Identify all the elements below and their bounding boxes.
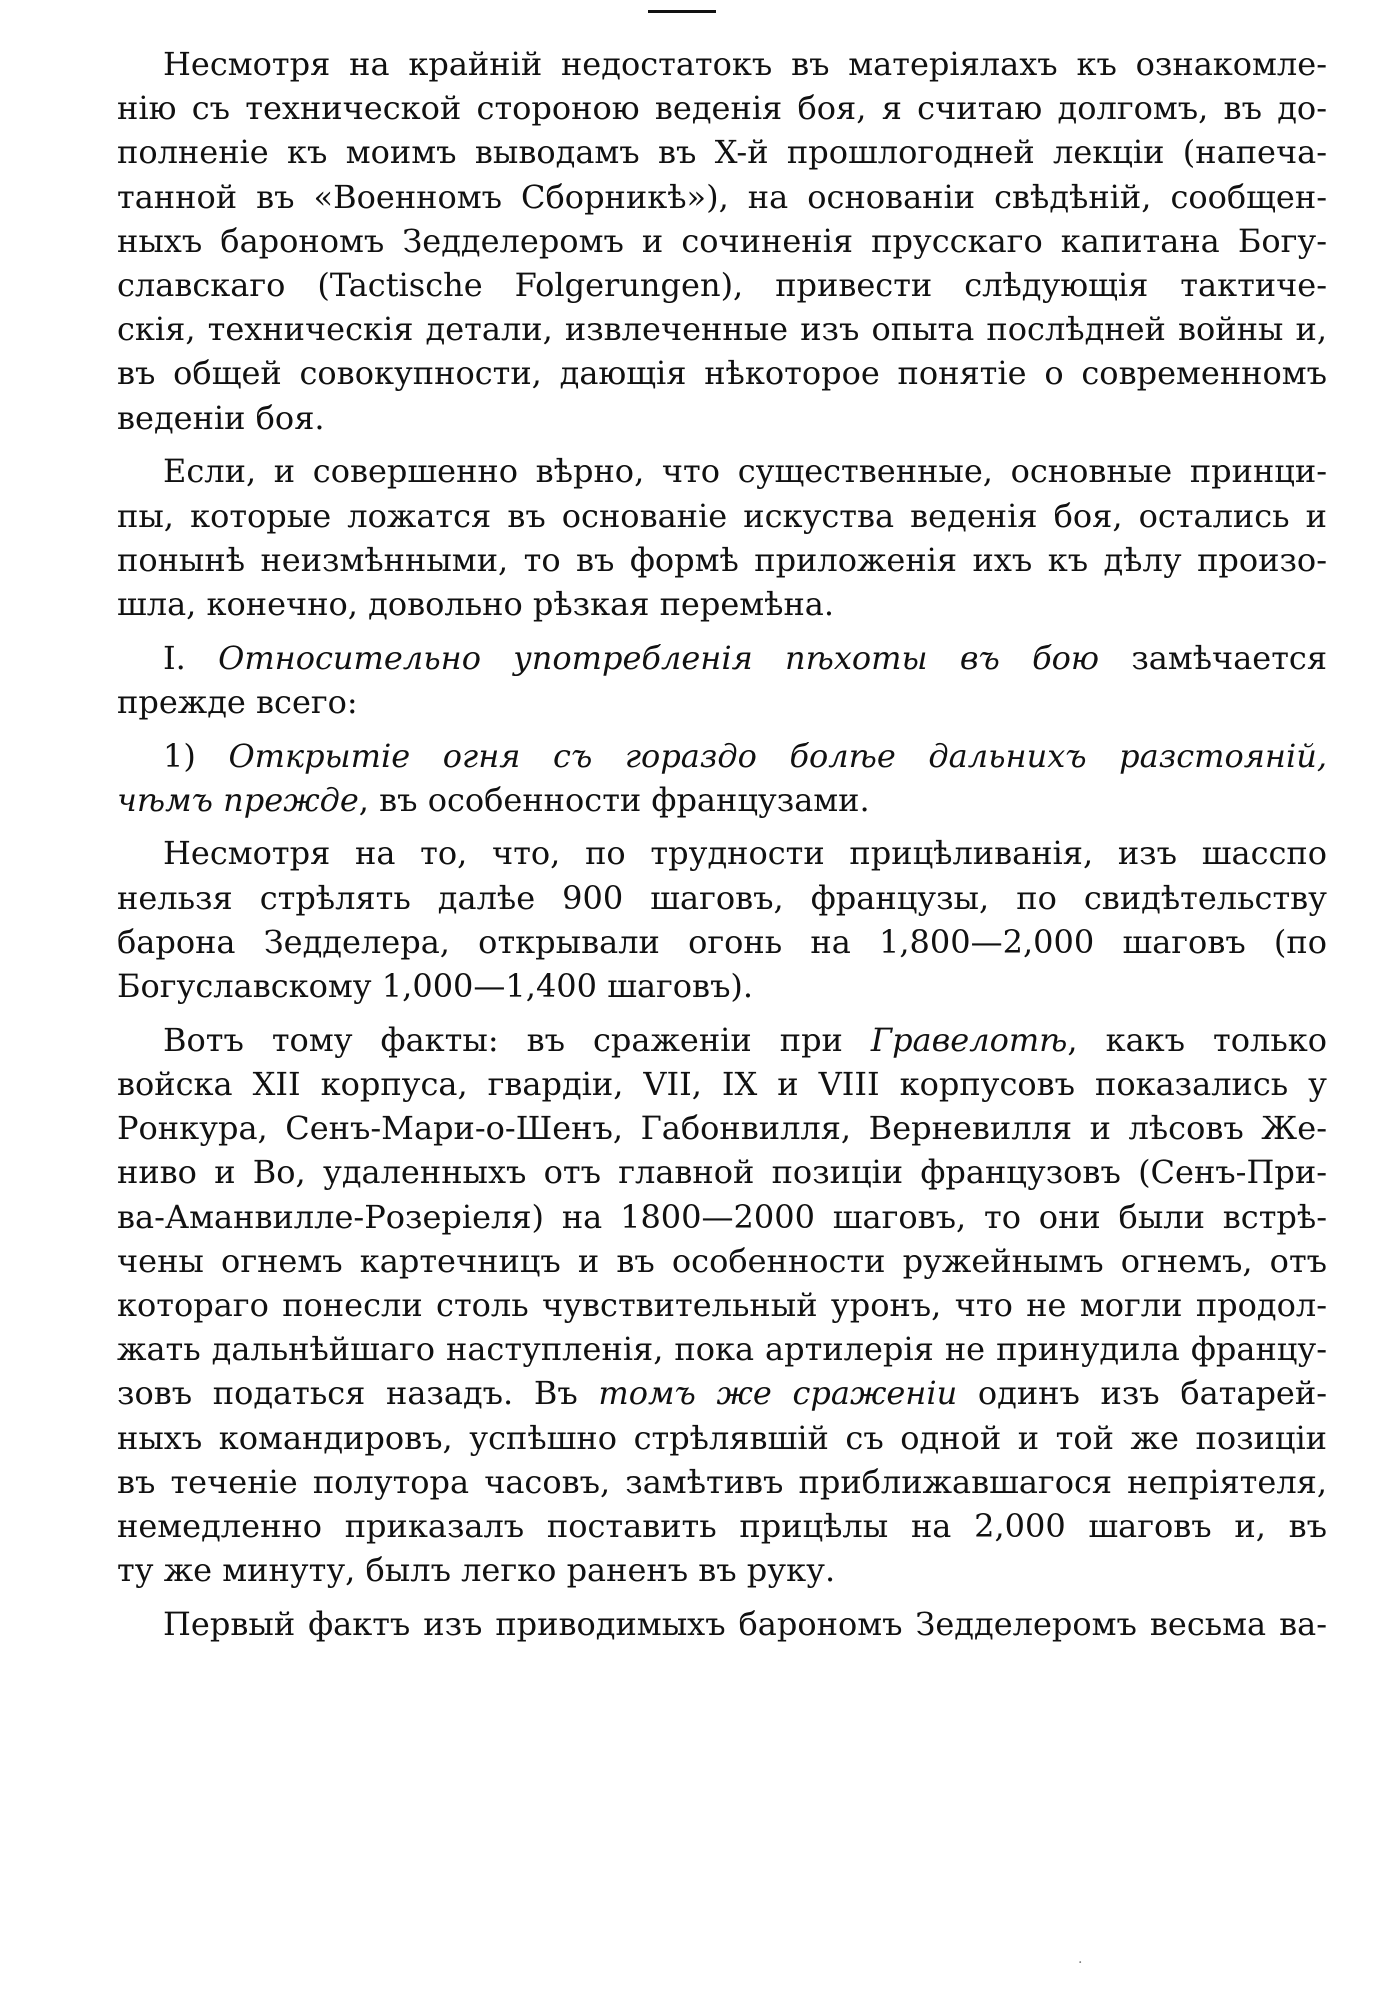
text-fragment: Вотъ тому факты: въ сраженіи при [163, 1020, 871, 1059]
paragraph-3 [117, 636, 1327, 724]
text-line [117, 636, 1327, 680]
text-line: славскаго (Tactische Folgerungen), привести слѣдующія тактиче- [117, 266, 1327, 305]
text-line: котораго понесли столь чувствительный уронъ, что не могли продол- [117, 1285, 1327, 1324]
text-line [117, 1371, 1327, 1415]
text-line: войска XII корпуса, гвардіи, VII, IX и VIII корпусовъ показались у [117, 1064, 1327, 1103]
paragraph-7 [117, 1602, 1327, 1646]
text-line: пы, которые ложатся въ основаніе искуства веденія боя, остались и [117, 496, 1327, 535]
text-line: Первый фактъ изъ приводимыхъ барономъ Зедделеромъ весьма ва- [163, 1604, 1327, 1643]
text-line: шла, конечно, довольно рѣзкая перемѣна. [117, 584, 835, 623]
text-line: чены огнемъ картечницъ и въ особенности ружейнымъ огнемъ, отъ [117, 1241, 1327, 1280]
text-line: жать дальнѣйшаго наступленія, пока артилерія не принудила францу- [117, 1330, 1327, 1369]
text-line: понынѣ неизмѣнными, то въ формѣ приложенія ихъ къ дѣлу произо- [117, 540, 1327, 579]
text-line: ва-Аманвилле-Розеріеля) на 1800—2000 шаговъ, то они были встрѣ- [117, 1197, 1327, 1236]
text-line: Ронкура, Сенъ-Мари-о-Шенъ, Габонвилля, Верневилля и лѣсовъ Же- [117, 1109, 1327, 1148]
paragraph-1 [117, 42, 1327, 440]
text-line: прежде всего: [117, 682, 358, 721]
italic-heading: Открытіе огня съ гораздо болѣе дальнихъ разстояній, [228, 736, 1328, 775]
paragraph-5 [117, 831, 1327, 1008]
text-line: ныхъ барономъ Зедделеромъ и сочиненія прусскаго капитана Богу- [117, 221, 1327, 260]
text-line: нельзя стрѣлять далѣе 900 шаговъ, французы, по свидѣтельству [117, 878, 1327, 917]
text-line: танной въ «Военномъ Сборникѣ»), на основаніи свѣдѣній, сообщен- [117, 177, 1327, 216]
scanned-page [117, 0, 1327, 2007]
text-line: Если, и совершенно вѣрно, что существенные, основные принци- [163, 452, 1327, 491]
italic-heading: Относительно употребленія пѣхоты въ бою [218, 638, 1100, 677]
italic-fragment: томъ же сраженіи [598, 1374, 958, 1413]
text-line: Несмотря на то, что, по трудности прицѣливанія, изъ шасспо [163, 834, 1327, 873]
text-line: ту же минуту, былъ легко раненъ въ руку. [117, 1551, 836, 1590]
text-line: полненіе къ моимъ выводамъ въ X-й прошлогодней лекціи (напеча- [117, 133, 1327, 172]
paragraph-6 [117, 1018, 1327, 1593]
italic-place-name: Гравелотѣ [870, 1020, 1068, 1059]
paragraph-4 [117, 734, 1327, 822]
body-text [117, 42, 1327, 1656]
text-line: нію съ технической стороною веденія боя, я считаю долгомъ, въ до- [117, 89, 1327, 128]
text-line [117, 1018, 1327, 1062]
text-line: немедленно приказалъ поставить прицѣлы на 2,000 шаговъ и, въ [117, 1507, 1327, 1545]
text-fragment: зовъ податься назадъ. Въ [117, 1374, 599, 1413]
page-footer-mark [117, 1935, 1327, 1971]
text-line: Богуславскому 1,000—1,400 шаговъ). [117, 967, 754, 1006]
text-line: Несмотря на крайній недостатокъ въ матеріялахъ къ ознакомле- [163, 45, 1327, 83]
section-number: I. [163, 638, 186, 677]
text-line: веденіи боя. [117, 398, 325, 437]
item-number: 1) [163, 736, 196, 775]
text-line [117, 734, 1327, 778]
text-line: въ теченіе полутора часовъ, замѣтивъ приближавшагося непріятеля, [117, 1462, 1327, 1501]
text-line: ныхъ командировъ, успѣшно стрѣлявшій съ одной и той же позиціи [117, 1418, 1327, 1457]
text-line: въ общей совокупности, дающія нѣкоторое понятіе о современномъ [117, 354, 1327, 393]
text-line: ниво и Во, удаленныхъ отъ главной позиціи французовъ (Сенъ-При- [117, 1153, 1327, 1192]
text-line [117, 778, 1327, 822]
text-fragment: , въ особенности французами. [358, 780, 870, 819]
paragraph-2 [117, 449, 1327, 626]
text-fragment: одинъ изъ батарей- [957, 1374, 1328, 1413]
text-fragment: , какъ только [1067, 1020, 1327, 1059]
printer-mark-icon: · [1078, 1955, 1083, 1971]
italic-fragment: чѣмъ прежде [117, 780, 359, 819]
text-line: скія, техническія детали, извлеченные изъ опыта послѣдней войны и, [117, 310, 1327, 349]
text-fragment: замѣчается [1131, 638, 1328, 677]
text-line: барона Зедделера, открывали огонь на 1,800—2,000 шаговъ (по [117, 922, 1327, 961]
top-rule [648, 10, 716, 13]
